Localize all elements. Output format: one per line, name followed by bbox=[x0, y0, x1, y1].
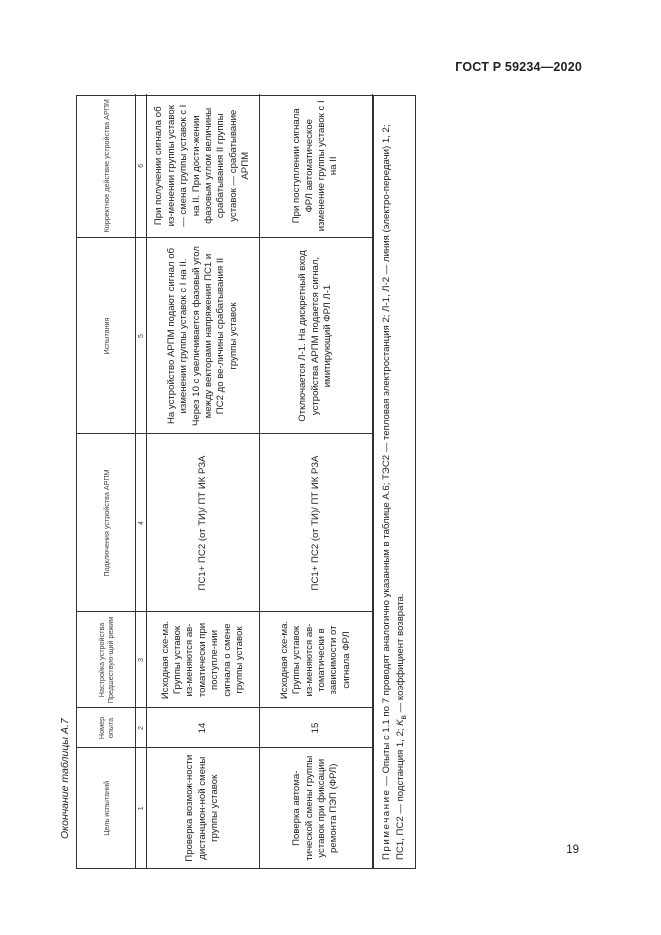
device-setting-cell: Исходная схе-ма. Группы уставок из-меняются ав-томатически при поступле-нии сигнала о смене группы уставок bbox=[147, 612, 260, 708]
column-header: Номер опыта bbox=[77, 708, 136, 748]
page-number: 19 bbox=[566, 844, 579, 856]
rotated-table-block bbox=[59, 95, 408, 869]
test-description-cell: Отключается Л-1. На дискретный вход устройства АРПМ подается сигнал, имитирующий ФРЛ Л-1 bbox=[260, 238, 373, 434]
test-goal-cell: Поверка автома-тической смены группы уставок при фиксации ремонта ПЭП (ФРЛ) bbox=[260, 748, 373, 868]
device-setting-cell: Исходная схе-ма. Группы уставок из-меняются ав-томатически в зависимости от сигнала ФРЛ bbox=[260, 612, 373, 708]
note-label: Примечание bbox=[381, 788, 392, 860]
test-number-cell: 15 bbox=[260, 708, 373, 748]
table-row bbox=[260, 94, 373, 868]
test-goal-cell: Проверка возмож-ности дистанцион-ной смены группы уставок bbox=[147, 748, 260, 868]
column-header: Испытания bbox=[77, 238, 136, 434]
column-header: Настройка устройства Предшествую-щий режим bbox=[77, 612, 136, 708]
tests-table-frame bbox=[76, 95, 416, 869]
column-number: 4 bbox=[136, 434, 147, 612]
column-header: Корректное действие устройства АРПМ bbox=[77, 94, 136, 238]
column-number: 1 bbox=[136, 748, 147, 868]
note-k-symbol: K bbox=[395, 719, 406, 726]
standard-number: ГОСТ Р 59234—2020 bbox=[455, 60, 582, 74]
note-text-end: — коэффициент возврата. bbox=[395, 593, 406, 716]
test-description-cell: На устройство АРПМ подают сигнал об изменении группы уставок с I на II. Через 10 с увеличивается фазовый угол между векторами напряжения ПС1 и ПС2 до ве-личины срабатывания II группы уставок bbox=[147, 238, 260, 434]
table-row bbox=[147, 94, 260, 868]
connection-cell: ПС1+ ПС2 (от ТИ)/ ПТ ИК РЗА bbox=[147, 434, 260, 612]
connection-cell: ПС1+ ПС2 (от ТИ)/ ПТ ИК РЗА bbox=[260, 434, 373, 612]
correct-action-cell: При получении сигнала об из-менении группы уставок — смена группы уставок с I на II. При дости-жении фазовым углом величины срабатывания II группы уставок — срабатывание АРПМ bbox=[147, 94, 260, 238]
table-continuation-caption: Окончание таблицы А.7 bbox=[59, 718, 71, 839]
table-header-row bbox=[77, 94, 136, 868]
table-note bbox=[373, 96, 415, 868]
column-header: Подключения устройства АРПМ bbox=[77, 434, 136, 612]
note-text: — Опыты с 1.1 по 7 проводят аналогично указанным в таблице А.6; ТЭС2 — тепловая электростанция 2; Л-1, Л-2 — линия (электро-передачи) 1, 2; ПС1, ПС2 — подстанция 1, 2; bbox=[381, 124, 406, 860]
column-header: Цель испытаний bbox=[77, 748, 136, 868]
column-number: 5 bbox=[136, 238, 147, 434]
note-k-subscript: в bbox=[398, 715, 408, 720]
test-number-cell: 14 bbox=[147, 708, 260, 748]
column-number-row bbox=[136, 94, 147, 868]
column-number: 2 bbox=[136, 708, 147, 748]
column-number: 3 bbox=[136, 612, 147, 708]
correct-action-cell: При поступлении сигнала ФРЛ автоматическое изменение группы уставок с I на II bbox=[260, 94, 373, 238]
column-number: 6 bbox=[136, 94, 147, 238]
tests-table bbox=[77, 94, 373, 868]
